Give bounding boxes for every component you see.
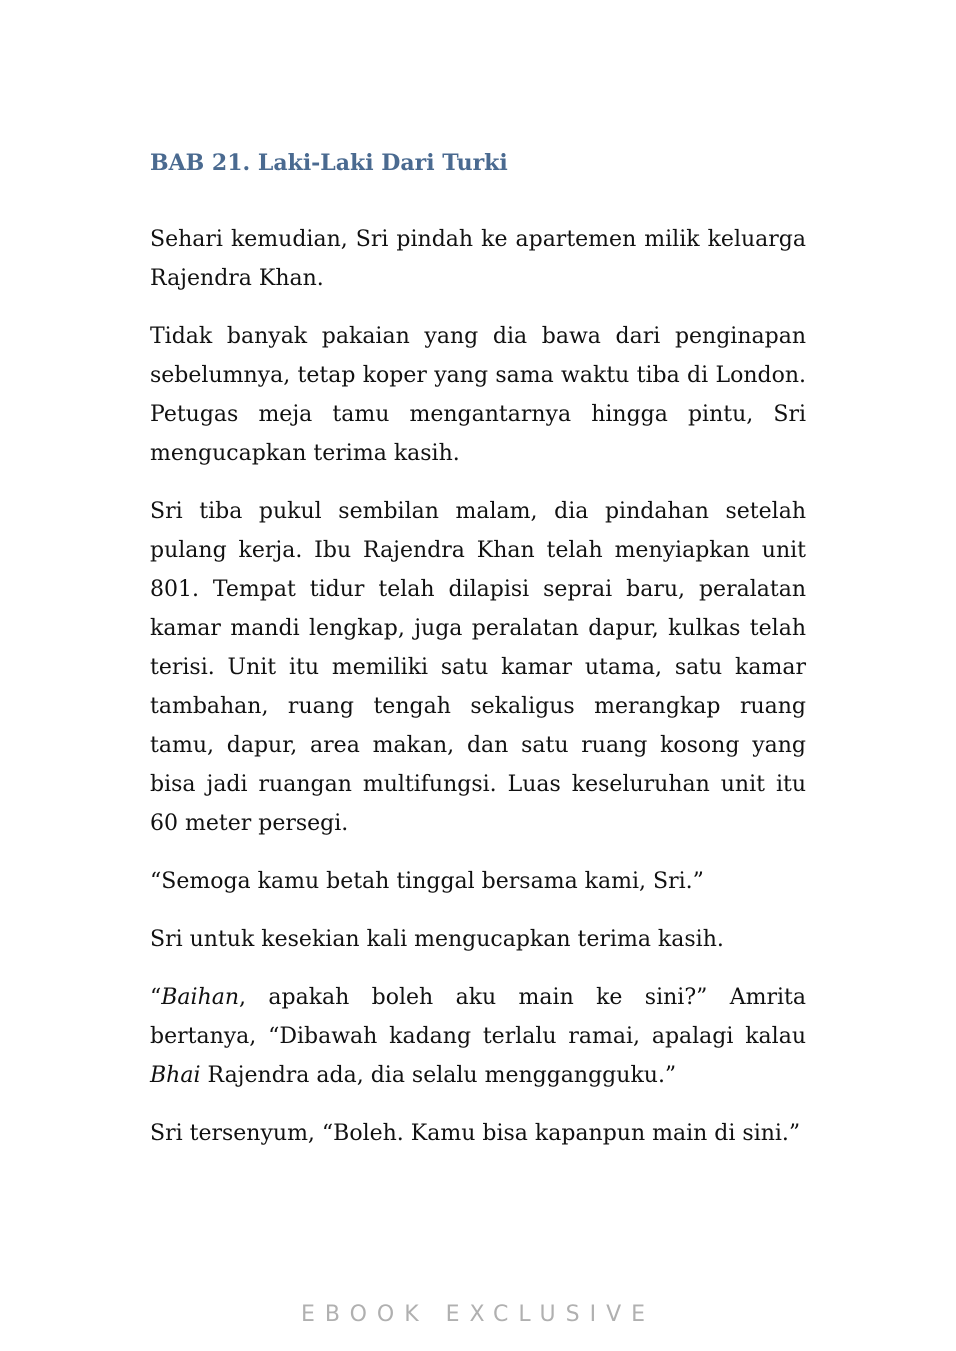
- paragraph-6-part-b: Rajendra ada, dia selalu mengganggu: [200, 1063, 631, 1089]
- paragraph-2: Tidak banyak pakaian yang dia bawa dari penginapan sebelumnya, tetap koper yang sama waktu tiba di London. Petugas meja tamu mengantarnya hingga pintu, Sri mengucapkan terima kasih.: [150, 324, 806, 467]
- paragraph-6: [150, 978, 806, 1095]
- footer-label: EBOOK EXCLUSIVE: [300, 1302, 656, 1327]
- paragraph-5: Sri untuk kesekian kali mengucapkan terima kasih.: [150, 927, 724, 953]
- page-content: [150, 150, 806, 1172]
- paragraph-4: “Semoga kamu betah tinggal bersama kami, Sri.”: [150, 869, 704, 895]
- paragraph-7: Sri tersenyum, “Boleh. Kamu bisa kapanpun main di sini.”: [150, 1121, 801, 1147]
- paragraph-6-part-c: ku.”: [630, 1063, 677, 1089]
- paragraph-6-part-a: , apakah boleh aku main ke sini?” Amrita bertanya, “Dibawah kadang terlalu ramai, apalagi kalau: [150, 985, 806, 1050]
- italic-word-baihan: Baihan: [161, 985, 240, 1011]
- italic-word-bhai: Bhai: [150, 1063, 201, 1089]
- chapter-title: BAB 21. Laki-Laki Dari Turki: [150, 150, 508, 176]
- open-quote: “: [150, 985, 162, 1011]
- paragraph-1: Sehari kemudian, Sri pindah ke apartemen milik keluarga Rajendra Khan.: [150, 227, 806, 292]
- paragraph-3: Sri tiba pukul sembilan malam, dia pindahan setelah pulang kerja. Ibu Rajendra Khan telah menyiapkan unit 801. Tempat tidur telah dilapisi seprai baru, peralatan kamar mandi lengkap, juga peralatan dapur, kulkas telah terisi. Unit itu memiliki satu kamar utama, satu kamar tambahan, ruang tengah sekaligus merangkap ruang tamu, dapur, area makan, dan satu ruang kosong yang bisa jadi ruangan multifungsi. Luas keseluruhan unit itu 60 meter persegi.: [150, 499, 806, 837]
